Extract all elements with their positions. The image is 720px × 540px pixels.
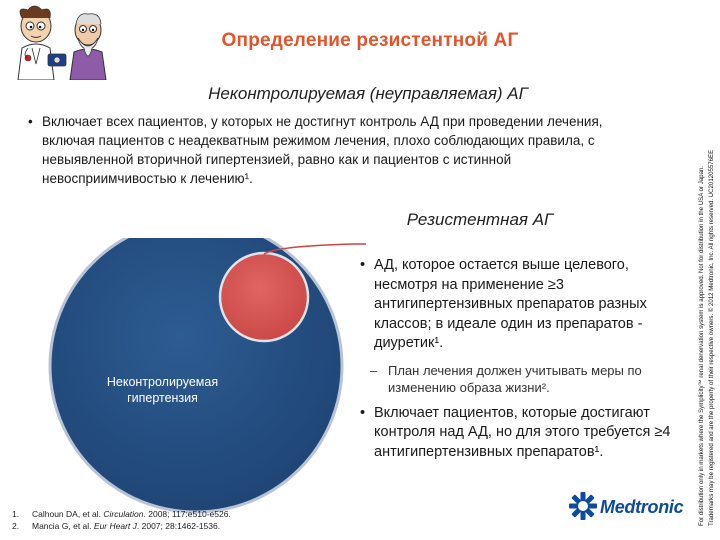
dash-marker: – bbox=[370, 362, 378, 378]
uncontrolled-bullet-text: Включает всех пациентов, у которых не достигнут контроль АД при проведении лечения, включая пациентов с неадекватным режимом лечения, плохо соблюдающих правила, с невыявленной вторичной гипертензией, равно как и пациентов с истинной невосприимчивостью к лечению¹. bbox=[42, 114, 603, 186]
disclaimer-line-1: For distribution only in markets where the Symplicity™ renal denervation system is approved. Not for distribution in the USA or Japan. bbox=[698, 165, 705, 526]
resistant-bullet-1 bbox=[358, 256, 693, 354]
resistant-bullet-2 bbox=[358, 404, 693, 463]
uncontrolled-definition bbox=[28, 112, 648, 188]
medtronic-symbol-icon bbox=[568, 491, 598, 521]
disclaimer-line-2: Trademarks may be registered and are the property of their respective owners. © 2012 Medtronic, Inc. All rights reserved. UC201205576EE bbox=[708, 149, 715, 526]
reference-details: . 2007; 28:1462-1536. bbox=[136, 521, 221, 531]
reference-number: 1. bbox=[12, 509, 20, 519]
reference-authors: Calhoun DA, et al. bbox=[32, 509, 101, 519]
resistant-bullet-1-text: АД, которое остается выше целевого, несмотря на применение ≥3 антигипертензивных препаратов разных классов; в идеале один из препаратов - диуретик¹. bbox=[374, 257, 647, 351]
resistant-subbullet-text: План лечения должен учитывать меры по изменению образа жизни². bbox=[388, 362, 642, 395]
medtronic-logo bbox=[566, 488, 692, 524]
resistant-subbullet bbox=[358, 362, 693, 396]
reference-journal: Eur Heart J bbox=[93, 521, 137, 531]
slide-title: Определение резистентной АГ bbox=[221, 30, 519, 51]
reference-number: 2. bbox=[12, 521, 20, 531]
medtronic-wordmark: Medtronic bbox=[600, 497, 684, 517]
bullet-marker: • bbox=[360, 257, 366, 273]
bullet-marker: • bbox=[360, 404, 366, 421]
resistant-bullet-2-text: Включает пациентов, которые достигают контроля над АД, но для этого требуется ≥4 антигипертензивных препаратов¹. bbox=[374, 404, 671, 460]
reference-authors: Mancia G, et al. bbox=[32, 521, 92, 531]
reference-details: . 2008; 117:e510-e526. bbox=[143, 509, 231, 519]
doctors-cartoon-illustration bbox=[6, 4, 112, 80]
resistant-definition-list bbox=[358, 256, 693, 468]
uncontrolled-circle-label: Неконтролируемая гипертензия bbox=[106, 375, 219, 405]
reference-journal: Circulation bbox=[103, 509, 144, 519]
resistant-hypertension-circle bbox=[220, 253, 308, 341]
uncontrolled-heading: Неконтролируемая (неуправляемая) АГ bbox=[208, 84, 528, 103]
reference-item bbox=[12, 520, 472, 532]
bullet-marker: • bbox=[28, 114, 33, 129]
resistant-heading: Резистентная АГ bbox=[406, 210, 554, 229]
legal-disclaimer-vertical bbox=[672, 56, 716, 536]
references bbox=[12, 508, 472, 532]
reference-item bbox=[12, 508, 472, 520]
